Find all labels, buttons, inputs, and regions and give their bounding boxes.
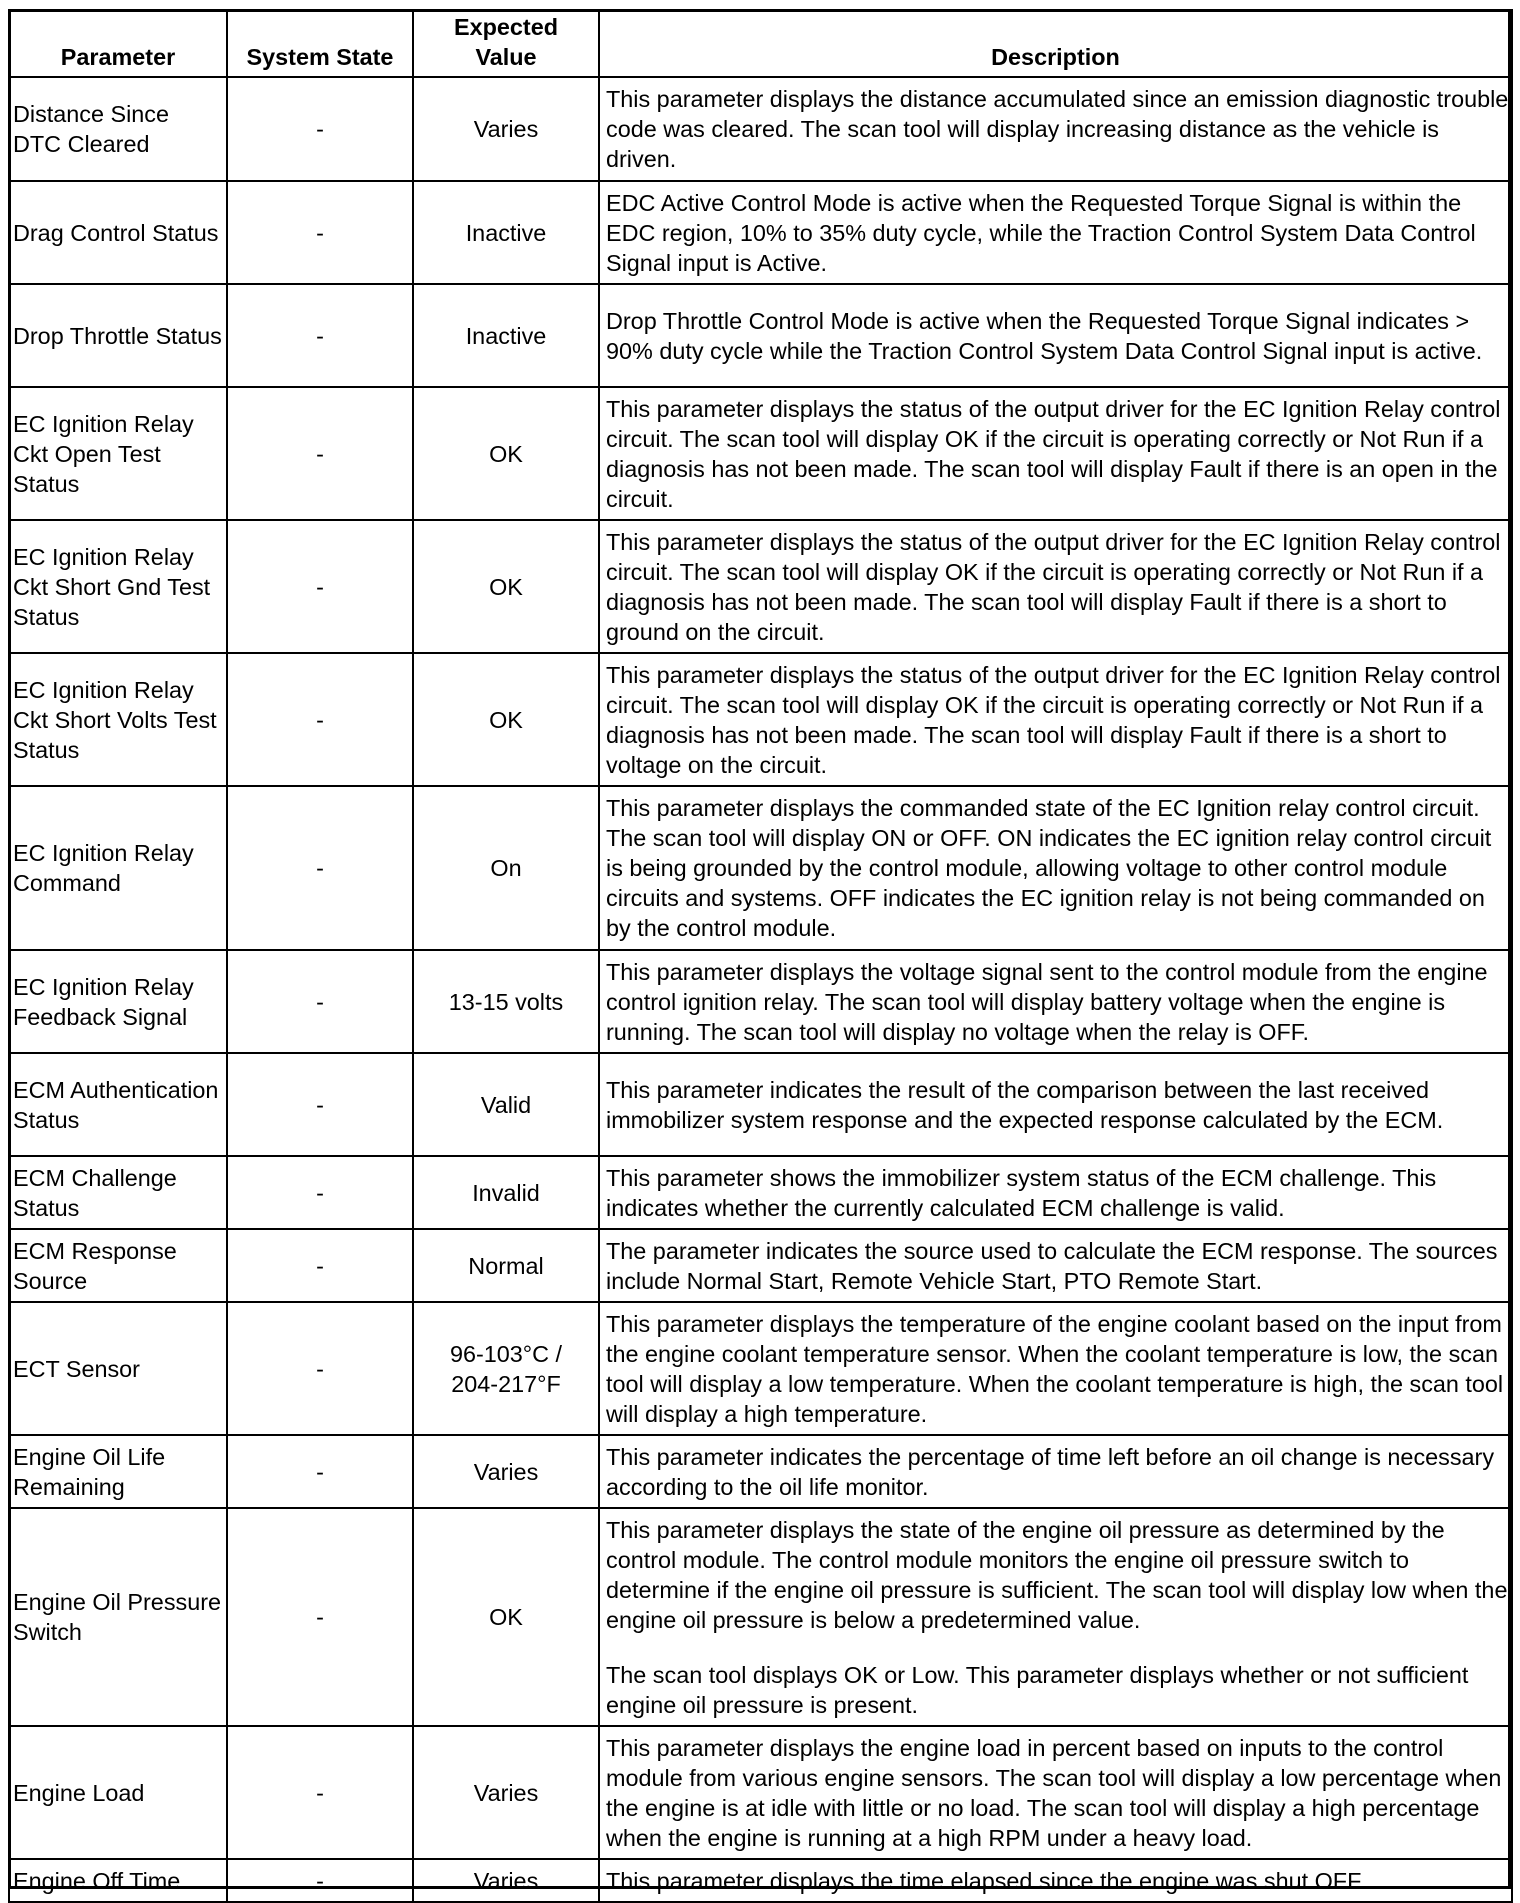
- description-paragraph: This parameter displays the temperature of the engine coolant based on the input from the engine coolant temperature sensor. When the coolant temperature is low, the scan tool will display a low temperature. When the coolant temperature is high, the scan tool will display a high temperature.: [606, 1310, 1504, 1427]
- row-description: [599, 387, 1512, 520]
- row-expected-value: Inactive: [413, 284, 599, 387]
- row-expected-value: Valid: [413, 1053, 599, 1156]
- description-paragraph: This parameter displays the time elapsed since the engine was shut OFF.: [606, 1867, 1366, 1894]
- description-paragraph: This parameter displays the state of the engine oil pressure as determined by the control module. The control module monitors the engine oil pressure switch to determine if the engine oil pressure is sufficient. The scan tool will display low when the engine oil pressure is below a predetermined value.: [606, 1516, 1508, 1633]
- description-paragraph: This parameter displays the status of the output driver for the EC Ignition Relay control circuit. The scan tool will display OK if the circuit is operating correctly or Not Run if a diagnosis has not been made. The scan tool will display Fault if there is a short to voltage on the circuit.: [606, 661, 1501, 778]
- row-system-state: -: [227, 1156, 413, 1229]
- row-system-state: -: [227, 1726, 413, 1859]
- row-expected-value: OK: [413, 1508, 599, 1726]
- description-paragraph: This parameter displays the engine load in percent based on inputs to the control module from various engine sensors. The scan tool will display a low percentage when the engine is at idle with little or no load. The scan tool will display a high percentage when the engine is running at a high RPM under a heavy load.: [606, 1734, 1502, 1851]
- row-description: [599, 1302, 1512, 1435]
- row-expected-value: Varies: [413, 1435, 599, 1508]
- row-system-state: -: [227, 786, 413, 950]
- row-system-state: -: [227, 1229, 413, 1302]
- row-description: [599, 284, 1512, 387]
- table-row: [9, 77, 1512, 181]
- row-parameter: Engine Oil Pressure Switch: [9, 1508, 227, 1726]
- header-row: [9, 10, 1512, 77]
- row-description: [599, 520, 1512, 653]
- table-row: [9, 520, 1512, 653]
- row-expected-value: OK: [413, 520, 599, 653]
- description-paragraph: EDC Active Control Mode is active when the Requested Torque Signal is within the EDC region, 10% to 35% duty cycle, while the Traction Control System Data Control Signal input is Active.: [606, 189, 1476, 276]
- row-parameter: Drag Control Status: [9, 181, 227, 284]
- row-parameter: ECM Authentication Status: [9, 1053, 227, 1156]
- row-system-state: -: [227, 284, 413, 387]
- description-paragraph: This parameter shows the immobilizer system status of the ECM challenge. This indicates whether the currently calculated ECM challenge is valid.: [606, 1164, 1437, 1221]
- row-description: [599, 1859, 1512, 1902]
- row-parameter: Engine Oil Life Remaining: [9, 1435, 227, 1508]
- row-system-state: -: [227, 950, 413, 1053]
- row-expected-value: Normal: [413, 1229, 599, 1302]
- description-paragraph: The parameter indicates the source used to calculate the ECM response. The sources include Normal Start, Remote Vehicle Start, PTO Remote Start.: [606, 1237, 1498, 1294]
- row-description: [599, 1726, 1512, 1859]
- header-expected-value: Expected Value: [413, 10, 599, 77]
- table-row: [9, 1726, 1512, 1859]
- row-system-state: -: [227, 181, 413, 284]
- table-row: [9, 653, 1512, 786]
- row-description: [599, 653, 1512, 786]
- row-parameter: Distance Since DTC Cleared: [9, 77, 227, 181]
- row-expected-value: Varies: [413, 1726, 599, 1859]
- description-paragraph: Drop Throttle Control Mode is active when the Requested Torque Signal indicates > 90% duty cycle while the Traction Control System Data Control Signal input is active.: [606, 307, 1483, 364]
- header-system-state: System State: [227, 10, 413, 77]
- row-expected-value: Invalid: [413, 1156, 599, 1229]
- row-expected-value: Varies: [413, 1859, 599, 1902]
- row-description: [599, 1156, 1512, 1229]
- row-system-state: -: [227, 77, 413, 181]
- row-description: [599, 1053, 1512, 1156]
- table-row: [9, 1859, 1512, 1902]
- row-description: [599, 1508, 1512, 1726]
- row-parameter: EC Ignition Relay Ckt Open Test Status: [9, 387, 227, 520]
- description-paragraph: This parameter displays the commanded state of the EC Ignition relay control circuit. The scan tool will display ON or OFF. ON indicates the EC ignition relay control circuit is being grounded by the control module, allowing voltage to other control module circuits and systems. OFF indicates the EC ignition relay is not being commanded on by the control module.: [606, 795, 1492, 941]
- table-row: [9, 786, 1512, 950]
- row-parameter: EC Ignition Relay Ckt Short Volts Test Status: [9, 653, 227, 786]
- row-expected-value: 96-103°C / 204-217°F: [413, 1302, 599, 1435]
- table-row: [9, 1229, 1512, 1302]
- table-row: [9, 1508, 1512, 1726]
- row-parameter: EC Ignition Relay Command: [9, 786, 227, 950]
- row-description: [599, 77, 1512, 181]
- table-body: [9, 77, 1512, 1902]
- table-row: [9, 950, 1512, 1053]
- row-system-state: -: [227, 387, 413, 520]
- row-system-state: -: [227, 1859, 413, 1902]
- row-expected-value: OK: [413, 387, 599, 520]
- description-paragraph: This parameter indicates the result of the comparison between the last received immobilizer system response and the expected response calculated by the ECM.: [606, 1076, 1444, 1133]
- table-row: [9, 387, 1512, 520]
- row-description: [599, 1435, 1512, 1508]
- row-parameter: Drop Throttle Status: [9, 284, 227, 387]
- row-parameter: EC Ignition Relay Ckt Short Gnd Test Status: [9, 520, 227, 653]
- row-parameter: Engine Off Time: [9, 1859, 227, 1902]
- row-parameter: Engine Load: [9, 1726, 227, 1859]
- row-system-state: -: [227, 520, 413, 653]
- row-parameter: ECM Response Source: [9, 1229, 227, 1302]
- description-paragraph: This parameter displays the status of the output driver for the EC Ignition Relay control circuit. The scan tool will display OK if the circuit is operating correctly or Not Run if a diagnosis has not been made. The scan tool will display Fault if there is an open in the circuit.: [606, 395, 1501, 512]
- parameter-table: [8, 9, 1513, 1903]
- table-row: [9, 1053, 1512, 1156]
- table-row: [9, 284, 1512, 387]
- row-description: [599, 950, 1512, 1053]
- row-system-state: -: [227, 1435, 413, 1508]
- row-expected-value: 13-15 volts: [413, 950, 599, 1053]
- row-expected-value: On: [413, 786, 599, 950]
- table-row: [9, 1435, 1512, 1508]
- row-system-state: -: [227, 1053, 413, 1156]
- row-description: [599, 181, 1512, 284]
- description-paragraph: The scan tool displays OK or Low. This parameter displays whether or not sufficient engine oil pressure is present.: [606, 1661, 1469, 1718]
- table-row: [9, 181, 1512, 284]
- row-description: [599, 1229, 1512, 1302]
- row-expected-value: Varies: [413, 77, 599, 181]
- header-description: Description: [599, 10, 1512, 77]
- header-parameter: Parameter: [9, 10, 227, 77]
- description-paragraph: This parameter displays the voltage signal sent to the control module from the engine control ignition relay. The scan tool will display battery voltage when the engine is running. The scan tool will display no voltage when the relay is OFF.: [606, 958, 1488, 1045]
- description-paragraph: This parameter indicates the percentage of time left before an oil change is necessary according to the oil life monitor.: [606, 1443, 1495, 1500]
- row-description: [599, 786, 1512, 950]
- table-row: [9, 1156, 1512, 1229]
- row-parameter: EC Ignition Relay Feedback Signal: [9, 950, 227, 1053]
- row-parameter: ECM Challenge Status: [9, 1156, 227, 1229]
- description-paragraph: This parameter displays the status of the output driver for the EC Ignition Relay control circuit. The scan tool will display OK if the circuit is operating correctly or Not Run if a diagnosis has not been made. The scan tool will display Fault if there is a short to ground on the circuit.: [606, 528, 1501, 645]
- row-expected-value: OK: [413, 653, 599, 786]
- row-expected-value: Inactive: [413, 181, 599, 284]
- row-system-state: -: [227, 1508, 413, 1726]
- table-row: [9, 1302, 1512, 1435]
- row-system-state: -: [227, 1302, 413, 1435]
- description-paragraph: This parameter displays the distance accumulated since an emission diagnostic trouble code was cleared. The scan tool will display increasing distance as the vehicle is driven.: [606, 86, 1509, 172]
- row-parameter: ECT Sensor: [9, 1302, 227, 1435]
- row-system-state: -: [227, 653, 413, 786]
